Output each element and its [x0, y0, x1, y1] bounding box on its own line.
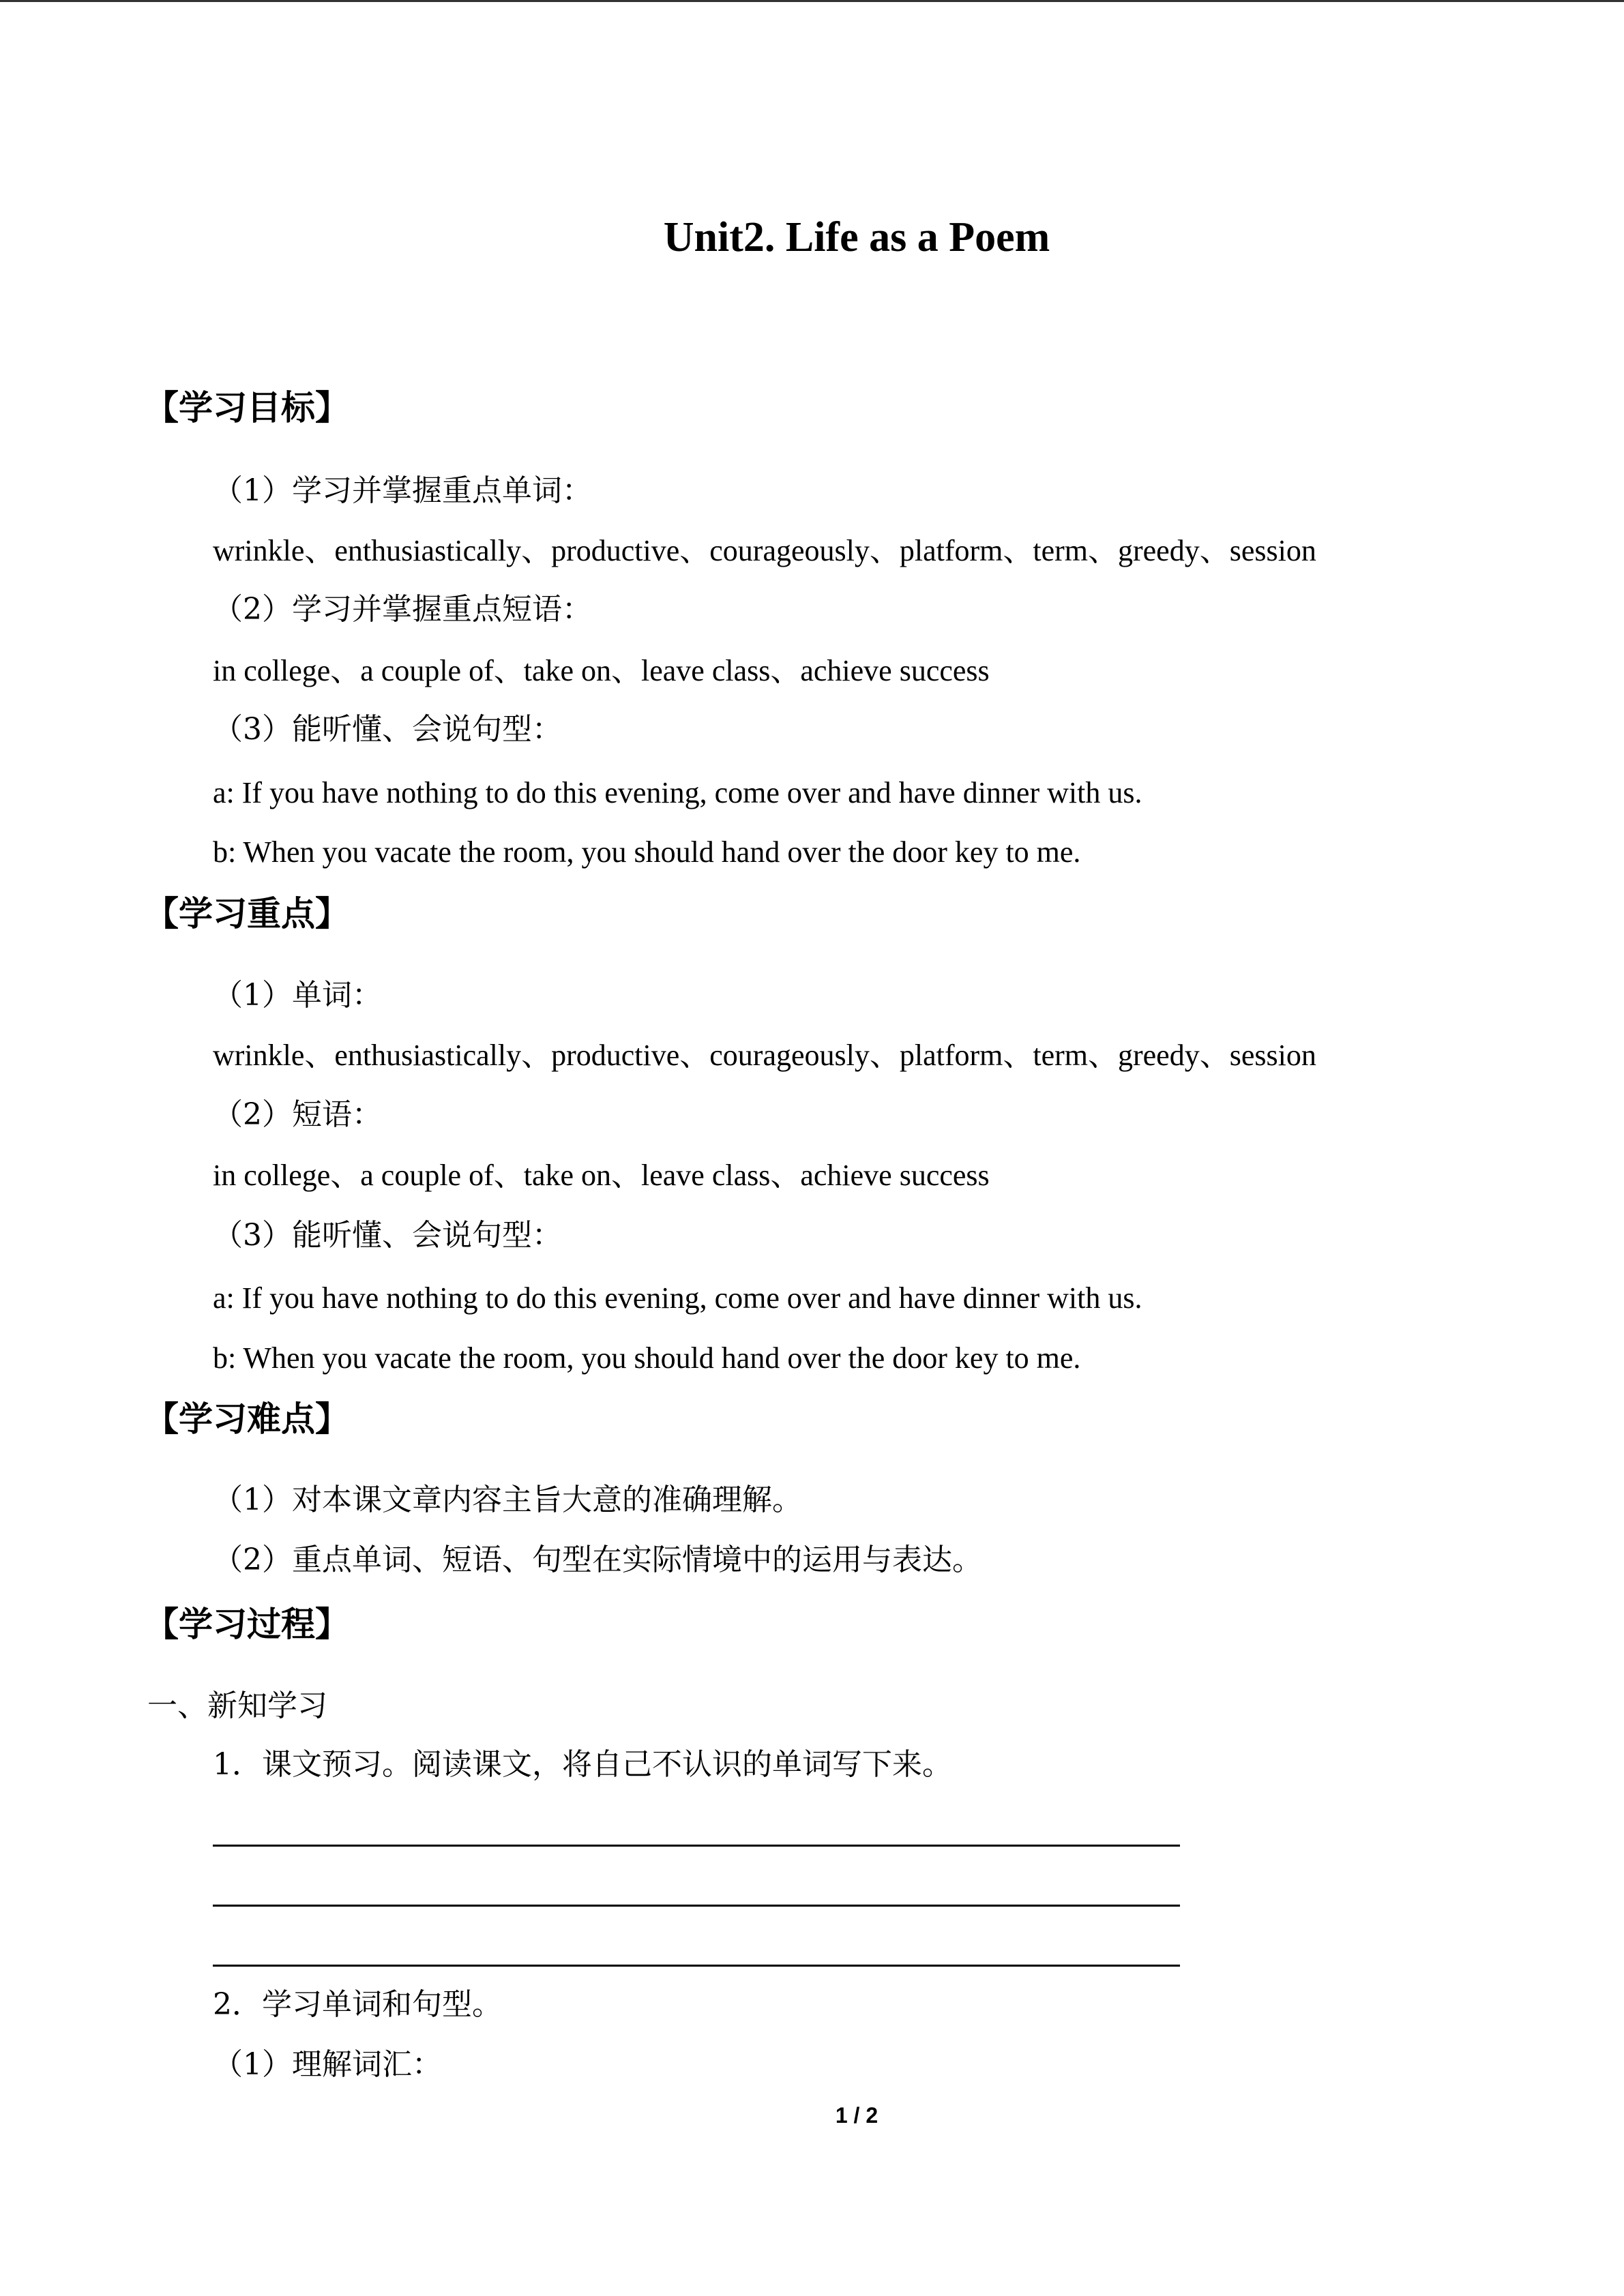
- difficulties-item-2: （2）重点单词、短语、句型在实际情境中的运用与表达。: [213, 1542, 982, 1577]
- section-heading-difficulties: 【学习难点】: [145, 1399, 349, 1439]
- objectives-item-words-label: （1）学习并掌握重点单词：: [213, 473, 592, 508]
- objectives-item-phrases: in college、a couple of、take on、leave class、achieve success: [213, 654, 990, 687]
- objectives-item-sentences-label: （3）能听懂、会说句型：: [213, 712, 562, 747]
- key-points-item-words-label: （1）单词：: [213, 978, 382, 1013]
- objectives-item-words: wrinkle、enthusiastically、productive、courageously、platform、term、greedy、session: [213, 534, 1316, 567]
- answer-blank-line[interactable]: [213, 1845, 1180, 1847]
- objectives-item-sentence-a: a: If you have nothing to do this evening, come over and have dinner with us.: [213, 776, 1142, 809]
- key-points-item-sentence-a: a: If you have nothing to do this evening, come over and have dinner with us.: [213, 1281, 1142, 1315]
- process-step-understand-vocab: （1）理解词汇：: [213, 2047, 442, 2082]
- page-top-border: [0, 0, 1624, 2]
- key-points-item-words: wrinkle、enthusiastically、productive、courageously、platform、term、greedy、session: [213, 1039, 1316, 1072]
- process-step-words-sentences: 2．学习单词和句型。: [213, 1987, 502, 2022]
- section-heading-process: 【学习过程】: [145, 1605, 349, 1644]
- process-step-preview: 1．课文预习。阅读课文，将自己不认识的单词写下来。: [213, 1747, 952, 1782]
- key-points-item-phrases: in college、a couple of、take on、leave class、achieve success: [213, 1159, 990, 1192]
- objectives-item-phrases-label: （2）学习并掌握重点短语：: [213, 592, 592, 627]
- section-heading-objectives: 【学习目标】: [145, 388, 349, 428]
- page-number: 1 / 2: [835, 2103, 879, 2128]
- document-title: Unit2. Life as a Poem: [663, 214, 1050, 260]
- key-points-item-phrases-label: （2）短语：: [213, 1097, 382, 1132]
- difficulties-item-1: （1）对本课文章内容主旨大意的准确理解。: [213, 1482, 802, 1517]
- answer-blank-line[interactable]: [213, 1905, 1180, 1907]
- answer-blank-line[interactable]: [213, 1965, 1180, 1967]
- objectives-item-sentence-b: b: When you vacate the room, you should hand over the door key to me.: [213, 835, 1081, 869]
- key-points-item-sentence-b: b: When you vacate the room, you should hand over the door key to me.: [213, 1341, 1081, 1375]
- key-points-item-sentences-label: （3）能听懂、会说句型：: [213, 1218, 562, 1253]
- process-section-new-knowledge: 一、新知学习: [147, 1688, 327, 1723]
- section-heading-key-points: 【学习重点】: [145, 894, 349, 934]
